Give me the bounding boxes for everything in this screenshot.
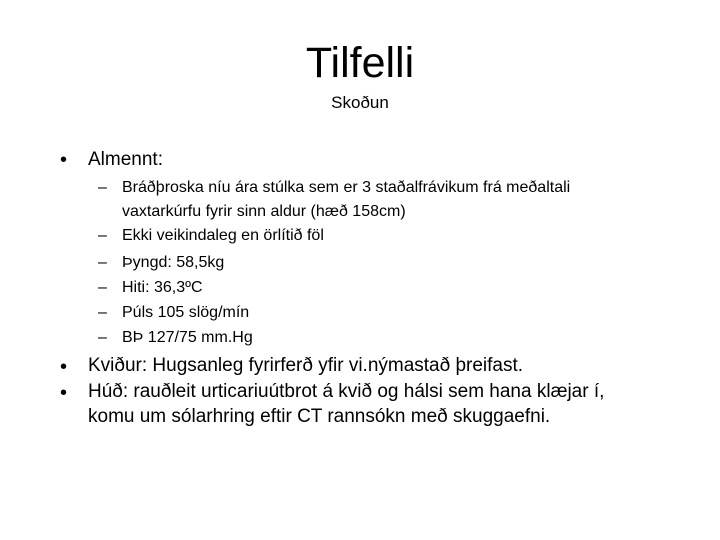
bullet-marker: •	[60, 149, 68, 171]
sub-item-pulse: Púls 105 slög/mín	[122, 304, 250, 321]
bullet-text-general: Almennt:	[88, 149, 163, 170]
sub-item-appearance: Ekki veikindaleg en örlítið föl	[122, 227, 324, 244]
sub-item-description-line1: Bráðþroska níu ára stúlka sem er 3 staðalfrávikum frá meðaltali	[122, 179, 571, 196]
sub-bullet-marker: –	[98, 304, 107, 321]
bullet-marker: •	[60, 382, 68, 404]
slide-title: Tilfelli	[305, 39, 415, 87]
bullet-text-skin-line1: Húð: rauðleit urticariuútbrot á kvið og hálsi sem hana klæjar í,	[88, 381, 605, 402]
sub-bullet-marker: –	[98, 227, 107, 244]
bullet-marker: •	[60, 356, 68, 378]
sub-bullet-marker: –	[98, 179, 107, 196]
sub-bullet-marker: –	[98, 329, 107, 346]
sub-item-weight: Þyngd: 58,5kg	[122, 254, 225, 271]
bullet-text-skin-line2: komu um sólarhring eftir CT rannsókn með skuggaefni.	[88, 406, 551, 427]
bullet-text-abdomen: Kviður: Hugsanleg fyrirferð yfir vi.nýmastað þreifast.	[88, 355, 524, 376]
sub-item-temperature: Hiti: 36,3ºC	[122, 279, 203, 296]
sub-item-blood-pressure: BÞ 127/75 mm.Hg	[122, 329, 253, 346]
sub-bullet-marker: –	[98, 279, 107, 296]
slide-subtitle: Skoðun	[331, 93, 389, 112]
sub-bullet-marker: –	[98, 254, 107, 271]
sub-item-description-line2: vaxtarkúrfu fyrir sinn aldur (hæð 158cm)	[122, 203, 406, 220]
